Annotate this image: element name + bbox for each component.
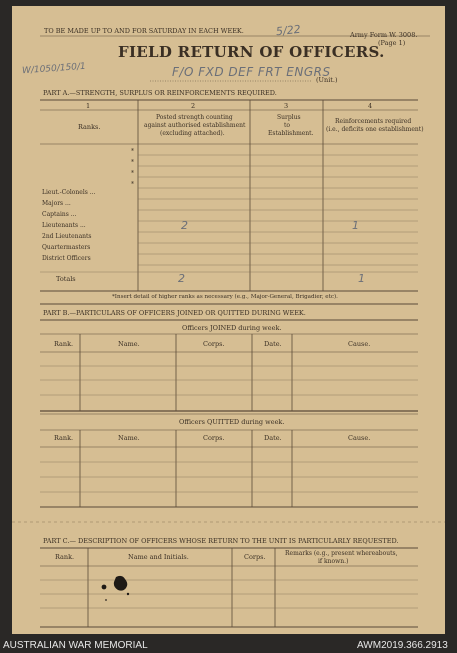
col-number-2: 2 — [191, 102, 196, 110]
rank-lieut-colonels: Lieut.-Colonels ... — [42, 189, 96, 196]
part-c-remarks-1: Remarks (e.g., present whereabouts, — [285, 550, 398, 557]
rank-majors: Majors ... — [42, 200, 71, 207]
rank-lieutenants: Lieutenants ... — [42, 222, 86, 229]
surplus-header-1: Surplus — [277, 114, 301, 121]
posted-header-2: against authorised establishment — [144, 122, 246, 129]
rank-asterisks: * * * * — [131, 148, 134, 188]
quitted-title: Officers QUITTED during week. — [179, 418, 285, 426]
joined-col-rank: Rank. — [54, 340, 74, 348]
quitted-col-date: Date. — [264, 434, 282, 442]
ink-blot — [114, 576, 127, 591]
part-a-heading: PART A.—STRENGTH, SURPLUS OR REINFORCEMENTS REQUIRED. — [43, 89, 277, 97]
rank-quartermasters: Quartermasters — [42, 244, 91, 251]
joined-col-cause: Cause. — [348, 340, 371, 348]
form-title: FIELD RETURN OF OFFICERS. — [118, 43, 385, 61]
part-c-col-corps: Corps. — [244, 553, 266, 561]
header-instruction: TO BE MADE UP TO AND FOR SATURDAY IN EACH WEEK. — [44, 27, 244, 35]
joined-col-name: Name. — [118, 340, 140, 348]
joined-title: Officers JOINED during week. — [182, 324, 282, 332]
quitted-col-corps: Corps. — [203, 434, 225, 442]
part-c-col-rank: Rank. — [55, 553, 75, 561]
quitted-col-name: Name. — [118, 434, 140, 442]
handwritten-corner-note: 5/22 — [275, 22, 302, 39]
surplus-header-3: Establishment. — [268, 130, 314, 137]
rank-district-officers: District Officers — [42, 255, 91, 262]
col-number-3: 3 — [284, 102, 289, 110]
totals-label: Totals — [56, 275, 76, 283]
page-number: (Page 1) — [378, 39, 406, 47]
part-c-remarks-2: if known.) — [318, 558, 349, 565]
rank-2nd-lieutenants: 2nd Lieutenants — [42, 233, 92, 240]
footer-accession: AWM2019.366.2913 — [357, 640, 448, 651]
handwritten-unit: F/O FXD DEF FRT ENGRS — [172, 65, 331, 79]
totals-posted-value: 2 — [178, 272, 185, 285]
unit-label: (Unit.) — [316, 76, 338, 84]
ranks-header: Ranks. — [78, 123, 101, 131]
joined-col-corps: Corps. — [203, 340, 225, 348]
col-number-4: 4 — [368, 102, 373, 110]
reinf-header-1: Reinforcements required — [335, 118, 412, 125]
posted-header-3: (excluding attached). — [160, 130, 225, 137]
handwritten-reference: W/1050/150/1 — [21, 61, 87, 77]
totals-reinforcements-value: 1 — [358, 272, 365, 285]
part-b-heading: PART B.—PARTICULARS OF OFFICERS JOINED OR QUITTED DURING WEEK. — [43, 309, 306, 317]
part-a-footnote: *Insert detail of higher ranks as necessary (e.g., Major-General, Brigadier, etc). — [112, 294, 338, 300]
reinf-header-2: (i.e., deficits one establishment) — [326, 126, 424, 133]
quitted-col-rank: Rank. — [54, 434, 74, 442]
form-number: Army Form W. 3008. — [350, 31, 418, 39]
part-c-heading: PART C.— DESCRIPTION OF OFFICERS WHOSE RETURN TO THE UNIT IS PARTICULARLY REQUESTED. — [43, 537, 399, 545]
posted-header-1: Posted strength counting — [156, 114, 233, 121]
lieutenants-reinforcements-value: 1 — [352, 219, 359, 232]
footer-institution: AUSTRALIAN WAR MEMORIAL — [3, 640, 148, 651]
rank-captains: Captains ... — [42, 211, 77, 218]
lieutenants-posted-value: 2 — [181, 219, 188, 232]
surplus-header-2: to — [284, 122, 291, 129]
quitted-col-cause: Cause. — [348, 434, 371, 442]
col-number-1: 1 — [86, 102, 91, 110]
joined-col-date: Date. — [264, 340, 282, 348]
part-c-col-name: Name and Initials. — [128, 553, 189, 561]
